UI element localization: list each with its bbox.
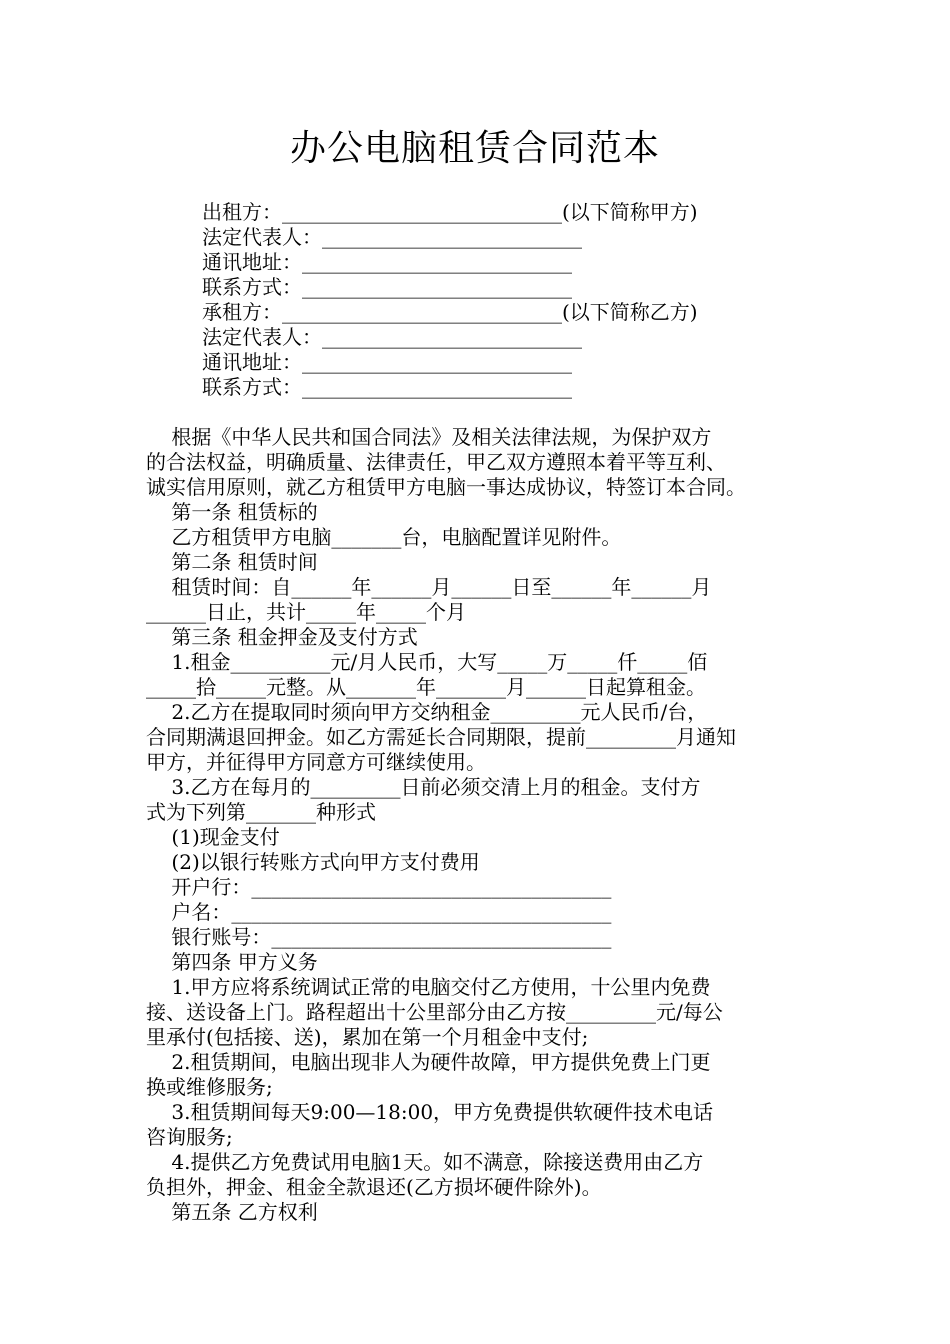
lessor-line: 出租方：____________________________(以下简称甲方)	[202, 200, 698, 224]
body-line: 根据《中华人民共和国合同法》及相关法律法规，为保护双方	[146, 425, 712, 449]
lessor-legal-rep-line: 法定代表人：__________________________	[202, 225, 582, 249]
body-line: 3.租赁期间每天9:00—18:00，甲方免费提供软硬件技术电话	[146, 1100, 714, 1124]
body-line: _____拾_____元整。从_______年_______月______日起算租金。	[146, 675, 706, 699]
body-line: 乙方租赁甲方电脑_______台，电脑配置详见附件。	[146, 525, 622, 549]
body-line: 诚实信用原则，就乙方租赁甲方电脑一事达成协议，特签订本合同。	[146, 475, 746, 499]
article-heading: 第五条 乙方权利	[146, 1200, 318, 1224]
article-heading: 第二条 租赁时间	[146, 550, 318, 574]
body-line: 租赁时间：自______年______月______日至______年______月	[146, 575, 712, 599]
body-line: 式为下列第_______种形式	[146, 800, 376, 824]
body-line: 2.租赁期间，电脑出现非人为硬件故障，甲方提供免费上门更	[146, 1050, 711, 1074]
body-line: ______日止，共计_____年_____个月	[146, 600, 466, 624]
lessee-legal-rep-line: 法定代表人：__________________________	[202, 325, 582, 349]
body-line: (1)现金支付	[146, 825, 280, 849]
body-line: 负担外，押金、租金全款退还(乙方损坏硬件除外)。	[146, 1175, 602, 1199]
body-line: 2.乙方在提取同时须向甲方交纳租金_________元人民币/台，	[146, 700, 708, 724]
body-line: 1.甲方应将系统调试正常的电脑交付乙方使用，十公里内免费	[146, 975, 711, 999]
body-line: 接、送设备上门。路程超出十公里部分由乙方按_________元/每公	[146, 1000, 723, 1024]
body-line: 里承付(包括接、送)，累加在第一个月租金中支付;	[146, 1025, 589, 1049]
lessor-address-line: 通讯地址：___________________________	[202, 250, 572, 274]
account-number-line: 银行账号：__________________________________	[146, 925, 612, 949]
body-line: 咨询服务;	[146, 1125, 233, 1149]
body-line: 甲方，并征得甲方同意方可继续使用。	[146, 750, 486, 774]
article-heading: 第一条 租赁标的	[146, 500, 318, 524]
body-line: 3.乙方在每月的_________日前必须交清上月的租金。支付方	[146, 775, 701, 799]
article-heading: 第四条 甲方义务	[146, 950, 318, 974]
article-heading: 第三条 租金押金及支付方式	[146, 625, 418, 649]
lessee-line: 承租方：____________________________(以下简称乙方)	[202, 300, 698, 324]
body-line: 换或维修服务;	[146, 1075, 273, 1099]
bank-line: 开户行：____________________________________	[146, 875, 612, 899]
body-line: 的合法权益，明确质量、法律责任，甲乙双方遵照本着平等互利、	[146, 450, 726, 474]
lessee-address-line: 通讯地址：___________________________	[202, 350, 572, 374]
body-line: 1.租金__________元/月人民币，大写_____万_____仟_____佰	[146, 650, 708, 674]
body-line: 4.提供乙方免费试用电脑1天。如不满意，除接送费用由乙方	[146, 1150, 704, 1174]
body-line: (2)以银行转账方式向甲方支付费用	[146, 850, 480, 874]
lessor-contact-line: 联系方式：___________________________	[202, 275, 572, 299]
body-line: 合同期满退回押金。如乙方需延长合同期限，提前_________月通知	[146, 725, 736, 749]
document-title: 办公电脑租赁合同范本	[289, 128, 660, 169]
lessee-contact-line: 联系方式：___________________________	[202, 375, 572, 399]
account-name-line: 户名：______________________________________	[146, 900, 612, 924]
